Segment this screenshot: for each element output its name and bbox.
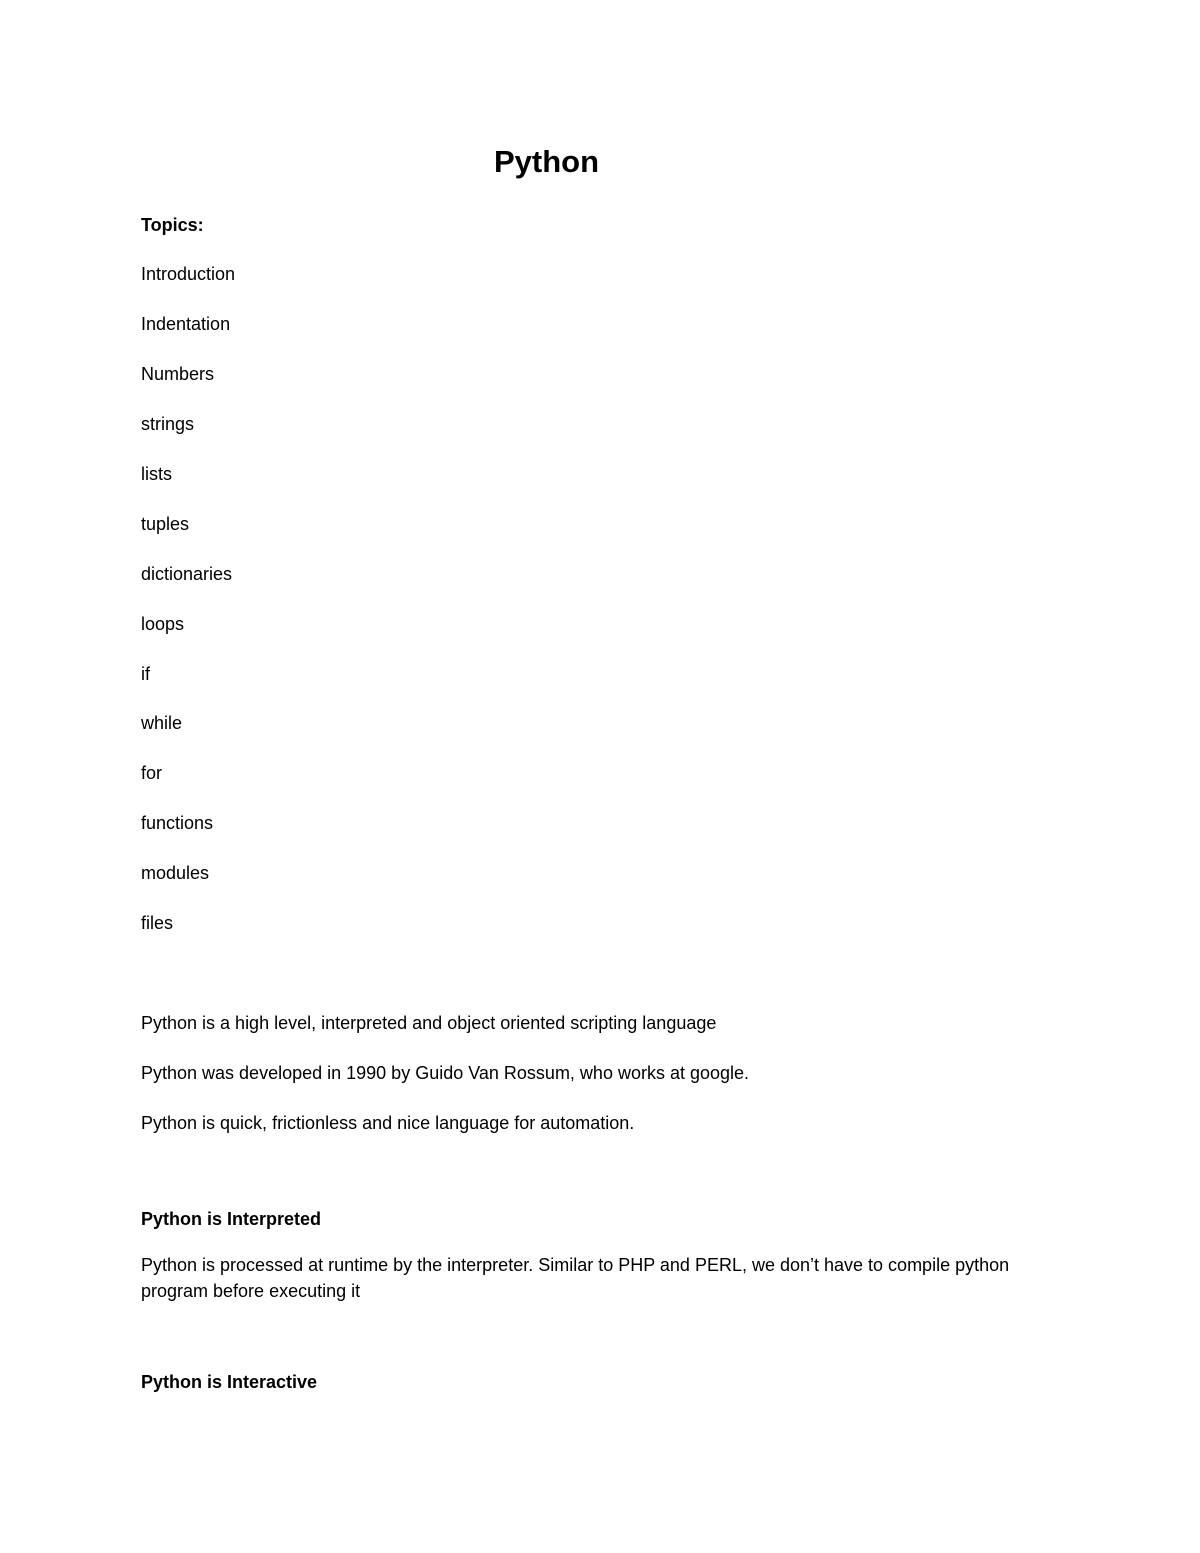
topic-item: loops	[141, 614, 185, 634]
topic-item: for	[141, 763, 163, 783]
page-title: Python	[493, 144, 600, 179]
intro-line: Python is quick, frictionless and nice language for automation.	[141, 1113, 635, 1133]
intro-line: Python was developed in 1990 by Guido Van Rossum, who works at google.	[141, 1063, 750, 1083]
topic-item: Numbers	[141, 364, 215, 384]
section-heading-interpreted: Python is Interpreted	[141, 1209, 322, 1229]
intro-line: Python is a high level, interpreted and object oriented scripting language	[141, 1013, 717, 1033]
topic-item: tuples	[141, 514, 190, 534]
topic-item: if	[141, 664, 150, 684]
topic-item: functions	[141, 813, 214, 833]
section-body-interpreted: Python is processed at runtime by the interpreter. Similar to PHP and PERL, we don’t have to compile python program before executing it	[141, 1255, 1010, 1301]
topic-item: strings	[141, 414, 195, 434]
topic-item: Introduction	[141, 264, 236, 284]
topic-item: lists	[141, 464, 172, 484]
topic-item: dictionaries	[141, 564, 233, 584]
topic-item: modules	[141, 863, 210, 883]
section-heading-interactive: Python is Interactive	[141, 1372, 318, 1392]
topics-heading: Topics:	[141, 215, 204, 235]
topic-item: while	[141, 713, 183, 733]
topic-item: Indentation	[141, 314, 231, 334]
topic-item: files	[141, 913, 174, 933]
